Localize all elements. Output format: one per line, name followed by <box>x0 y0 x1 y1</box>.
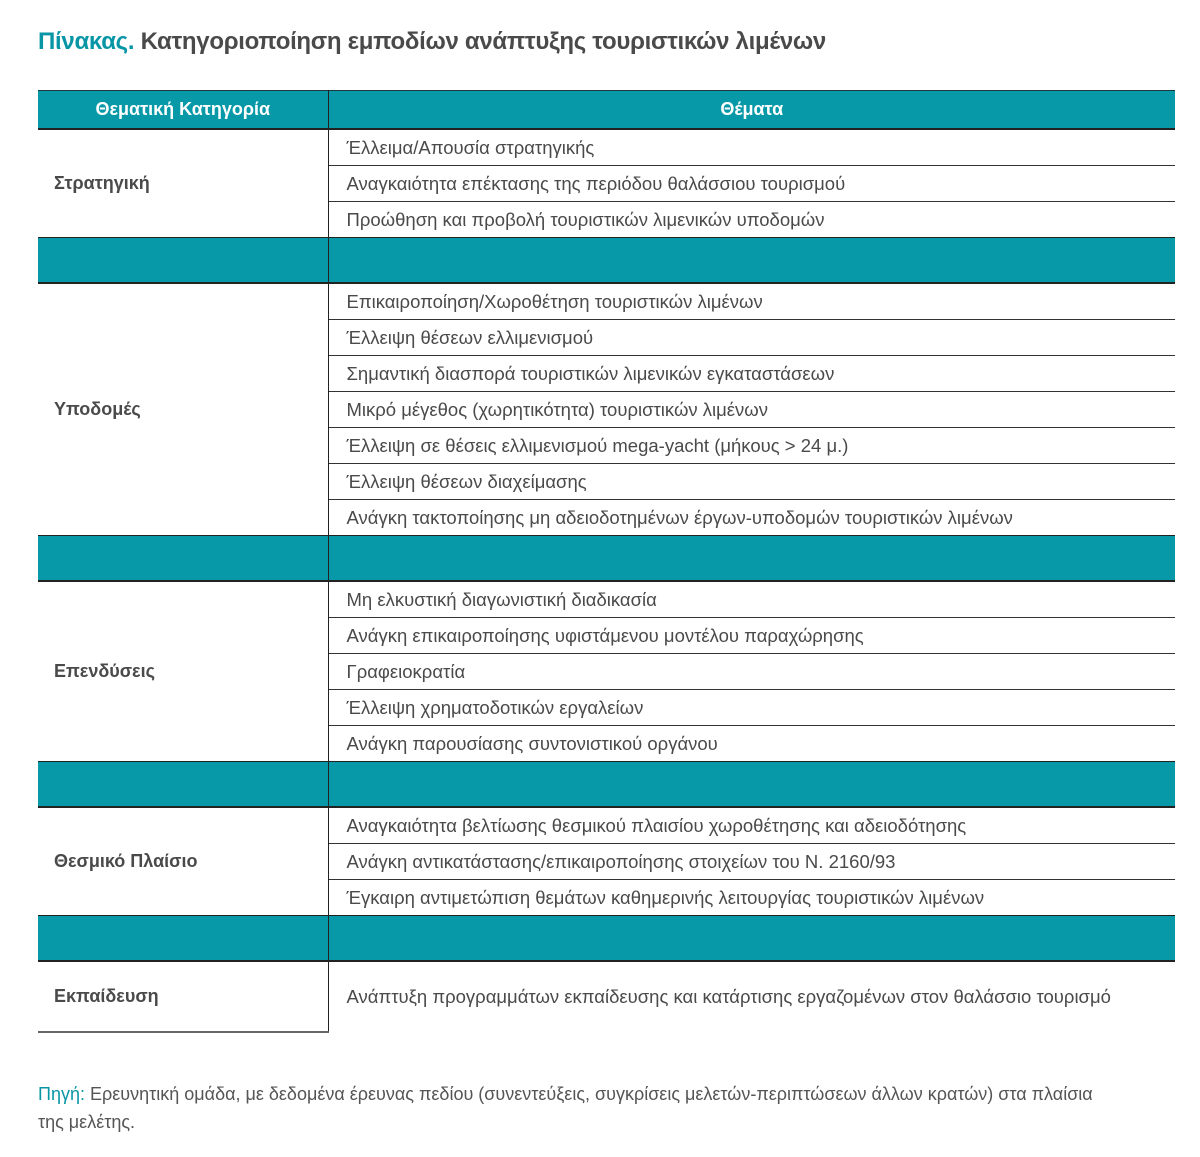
topic-cell: Έλλειψη θέσεων διαχείμασης <box>328 464 1175 500</box>
topic-cell: Έλλειμα/Απουσία στρατηγικής <box>328 129 1175 166</box>
source-label: Πηγή: <box>38 1084 86 1104</box>
topic-cell: Έλλειψη θέσεων ελλιμενισμού <box>328 320 1175 356</box>
topic-cell: Ανάπτυξη προγραμμάτων εκπαίδευσης και κατάρτισης εργαζομένων στον θαλάσσιο τουρισμό <box>346 986 1111 1007</box>
topic-cell: Μικρό μέγεθος (χωρητικότητα) τουριστικών λιμένων <box>328 392 1175 428</box>
category-cell: Θεσμικό Πλαίσιο <box>38 807 328 916</box>
category-cell: Υποδομές <box>38 283 328 536</box>
title-label: Πίνακας. <box>38 28 135 55</box>
table-header-row <box>38 91 1175 130</box>
page-title <box>38 28 826 56</box>
separator-row <box>38 238 1175 284</box>
category-cell: Στρατηγική <box>38 129 328 238</box>
category-cell: Εκπαίδευση <box>38 961 328 1032</box>
table-row <box>38 581 1175 618</box>
topic-cell: Ανάγκη παρουσίασης συντονιστικού οργάνου <box>346 732 718 754</box>
topic-cell: Έλλειψη σε θέσεις ελλιμενισμού mega-yacht (μήκους > 24 μ.) <box>328 428 1175 464</box>
separator-row <box>38 916 1175 962</box>
separator-row <box>38 762 1175 808</box>
category-cell: Επενδύσεις <box>38 581 328 762</box>
topic-cell: Ανάγκη επικαιροποίησης υφιστάμενου μοντέλου παραχώρησης <box>328 618 1175 654</box>
table-row <box>38 283 1175 320</box>
header-topics: Θέματα <box>328 91 1175 130</box>
barriers-table <box>38 90 1175 1033</box>
topic-cell: Ανάγκη αντικατάστασης/επικαιροποίησης στοιχείων του Ν. 2160/93 <box>328 844 1175 880</box>
topic-cell: Σημαντική διασπορά τουριστικών λιμενικών εγκαταστάσεων <box>328 356 1175 392</box>
topic-cell: Επικαιροποίηση/Χωροθέτηση τουριστικών λιμένων <box>328 283 1175 320</box>
table-row <box>38 961 1175 1032</box>
topic-cell: Ανάγκη τακτοποίησης μη αδειοδοτημένων έργων-υποδομών τουριστικών λιμένων <box>346 506 1013 528</box>
separator-row <box>38 536 1175 582</box>
topic-cell: Γραφειοκρατία <box>328 654 1175 690</box>
topic-cell: Αναγκαιότητα βελτίωσης θεσμικού πλαισίου χωροθέτησης και αδειοδότησης <box>328 807 1175 844</box>
table-row <box>38 807 1175 844</box>
source-text: Ερευνητική ομάδα, με δεδομένα έρευνας πεδίου (συνεντεύξεις, συγκρίσεις μελετών-περιπτώσεων άλλων κρατών) στα πλαίσια της μελέτης. <box>38 1084 1093 1132</box>
header-category: Θεματική Κατηγορία <box>38 91 328 130</box>
source-note <box>38 1080 1118 1136</box>
topic-cell: Έλλειψη χρηματοδοτικών εργαλείων <box>328 690 1175 726</box>
topic-cell: Αναγκαιότητα επέκτασης της περιόδου θαλάσσιου τουρισμού <box>328 166 1175 202</box>
topic-cell: Έγκαιρη αντιμετώπιση θεμάτων καθημερινής λειτουργίας τουριστικών λιμένων <box>346 886 985 908</box>
table-row <box>38 129 1175 166</box>
topic-cell: Μη ελκυστική διαγωνιστική διαδικασία <box>328 581 1175 618</box>
title-text: Κατηγοριοποίηση εμποδίων ανάπτυξης τουριστικών λιμένων <box>140 28 826 55</box>
topic-cell: Προώθηση και προβολή τουριστικών λιμενικών υποδομών <box>346 208 825 230</box>
